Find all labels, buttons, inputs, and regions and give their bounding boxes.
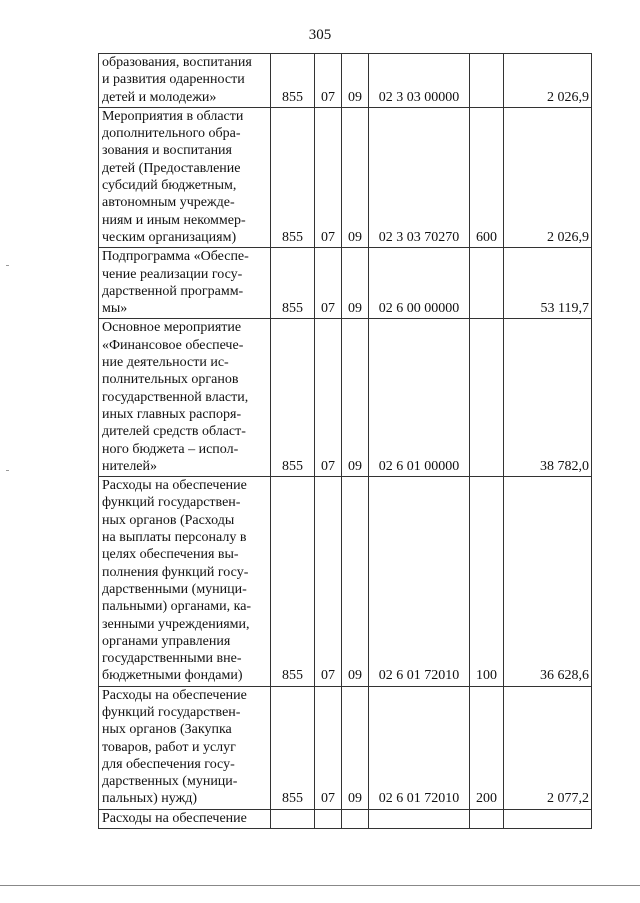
amount: 2 026,9 <box>504 54 592 108</box>
subsection-code: 09 <box>342 248 369 319</box>
table-row <box>99 686 592 809</box>
target-article-code <box>369 809 470 828</box>
table-row <box>99 248 592 319</box>
amount <box>504 809 592 828</box>
item-name: Основное мероприятие «Финансовое обеспече- ние деятельности ис- полнительных органов государственной власти, иных главных распоря- дителей средств област- ного бюджета – испол- нителей» <box>99 319 271 477</box>
section-code <box>315 809 342 828</box>
expense-type-code <box>470 809 504 828</box>
target-article-code: 02 6 01 72010 <box>369 477 470 687</box>
section-code: 07 <box>315 686 342 809</box>
budget-table <box>98 53 592 829</box>
item-name: Расходы на обеспечение функций государствен- ных органов (Закупка товаров, работ и услуг для обеспечения госу- дарственных (муници- пальных) нужд) <box>99 686 271 809</box>
admin-code: 855 <box>271 477 315 687</box>
expense-type-code <box>470 54 504 108</box>
scan-mark <box>6 265 9 266</box>
expense-type-code: 100 <box>470 477 504 687</box>
target-article-code: 02 3 03 70270 <box>369 107 470 247</box>
admin-code: 855 <box>271 319 315 477</box>
scan-mark <box>6 470 9 471</box>
page-number: 305 <box>308 27 332 43</box>
admin-code: 855 <box>271 248 315 319</box>
subsection-code: 09 <box>342 477 369 687</box>
subsection-code: 09 <box>342 686 369 809</box>
page-bottom-divider <box>0 885 640 886</box>
amount: 36 628,6 <box>504 477 592 687</box>
expense-type-code: 600 <box>470 107 504 247</box>
item-name: Подпрограмма «Обеспе- чение реализации госу- дарственной программ- мы» <box>99 248 271 319</box>
amount: 38 782,0 <box>504 319 592 477</box>
table-row <box>99 107 592 247</box>
item-name: образования, воспитания и развития одаренности детей и молодежи» <box>99 54 271 108</box>
expense-type-code <box>470 248 504 319</box>
admin-code: 855 <box>271 686 315 809</box>
admin-code: 855 <box>271 107 315 247</box>
subsection-code: 09 <box>342 107 369 247</box>
item-name: Мероприятия в области дополнительного обра- зования и воспитания детей (Предоставление субсидий бюджетным, автономным учрежде- ниям и иным некоммер- ческим организациям) <box>99 107 271 247</box>
target-article-code: 02 6 00 00000 <box>369 248 470 319</box>
subsection-code: 09 <box>342 54 369 108</box>
expense-type-code <box>470 319 504 477</box>
table-row <box>99 477 592 687</box>
target-article-code: 02 3 03 00000 <box>369 54 470 108</box>
section-code: 07 <box>315 477 342 687</box>
table-row <box>99 319 592 477</box>
item-name: Расходы на обеспечение <box>99 809 271 828</box>
amount: 2 077,2 <box>504 686 592 809</box>
section-code: 07 <box>315 319 342 477</box>
section-code: 07 <box>315 54 342 108</box>
target-article-code: 02 6 01 72010 <box>369 686 470 809</box>
admin-code: 855 <box>271 54 315 108</box>
subsection-code: 09 <box>342 319 369 477</box>
section-code: 07 <box>315 248 342 319</box>
admin-code <box>271 809 315 828</box>
amount: 2 026,9 <box>504 107 592 247</box>
table-row <box>99 809 592 828</box>
subsection-code <box>342 809 369 828</box>
expense-type-code: 200 <box>470 686 504 809</box>
item-name: Расходы на обеспечение функций государствен- ных органов (Расходы на выплаты персоналу в целях обеспечения вы- полнения функций госу- дарственными (муници- пальными) органами, ка- зенными учреждениями, органами управления государственными вне- бюджетными фондами) <box>99 477 271 687</box>
table-row <box>99 54 592 108</box>
section-code: 07 <box>315 107 342 247</box>
target-article-code: 02 6 01 00000 <box>369 319 470 477</box>
amount: 53 119,7 <box>504 248 592 319</box>
